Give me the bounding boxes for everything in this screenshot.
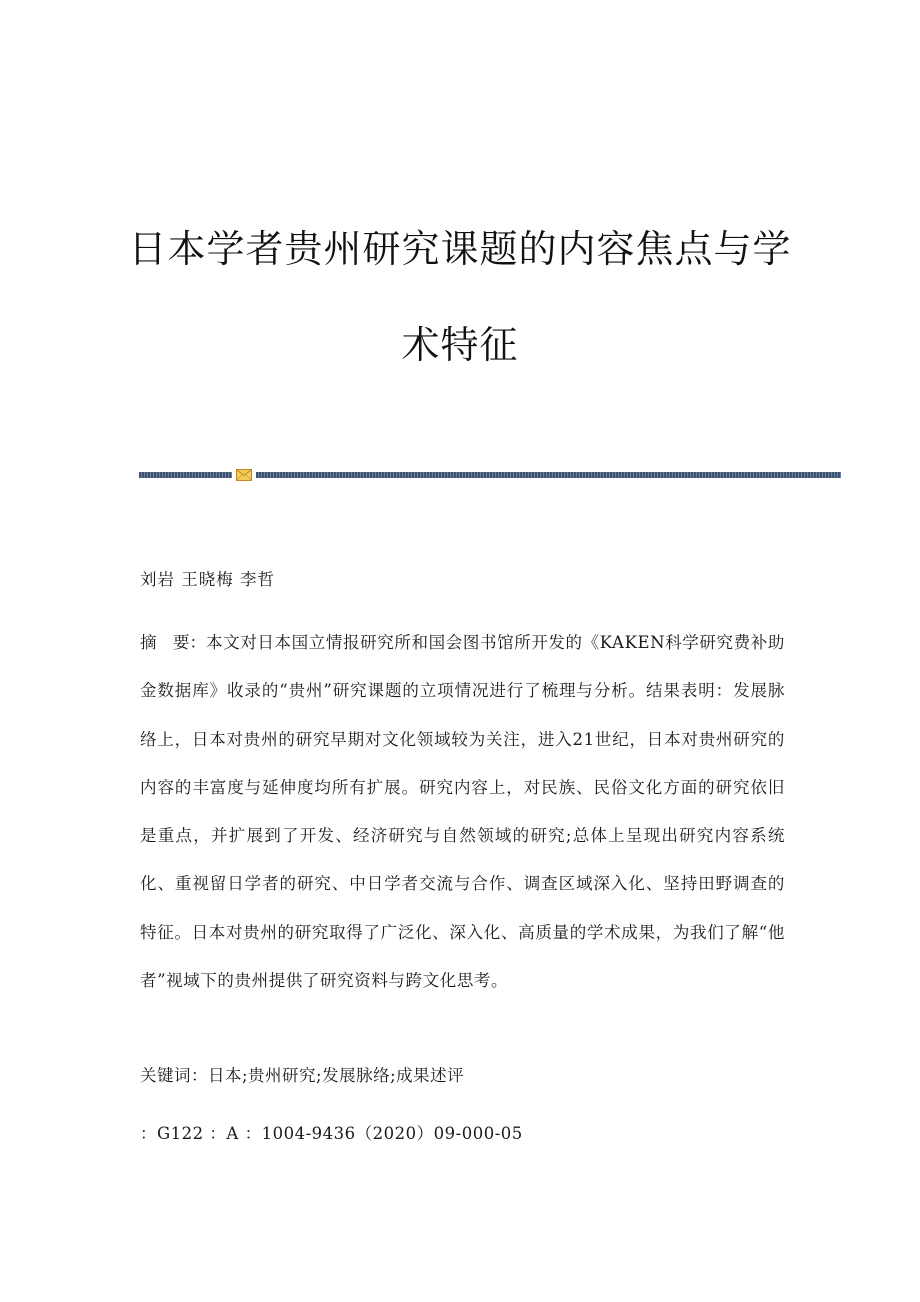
envelope-icon [236,469,252,481]
abstract-text: 本文对日本国立情报研究所和国会图书馆所开发的《KAKEN科学研究费补助金数据库》收录的“贵州”研究课题的立项情况进行了梳理与分析。结果表明：发展脉络上，日本对贵州的研究早期对文化领域较为关注，进入21世纪，日本对贵州研究的内容的丰富度与延伸度均所有扩展。研究内容上，对民族、民俗文化方面的研究依旧是重点，并扩展到了开发、经济研究与自然领域的研究;总体上呈现出研究内容系统化、重视留日学者的研究、中日学者交流与合作、调查区域深入化、坚持田野调查的特征。日本对贵州的研究取得了广泛化、深入化、高质量的学术成果，为我们了解“他者”视域下的贵州提供了研究资料与跨文化思考。 [140,633,785,991]
authors: 刘岩 王晓梅 李哲 [140,570,275,589]
abstract-label: 摘 要： [140,633,207,652]
paper-title-line-1: 日本学者贵州研究课题的内容焦点与学 [128,227,792,271]
classification-codes: ：G122 ：A ：1004-9436（2020）09-000-05 [140,1124,523,1143]
divider-bar-right [256,472,841,478]
keywords: 关键词：日本;贵州研究;发展脉络;成果述评 [140,1066,465,1085]
paper-title-line-2: 术特征 [401,323,519,367]
divider-bar-left [139,472,232,478]
abstract [140,619,785,1005]
title-divider [139,468,841,482]
